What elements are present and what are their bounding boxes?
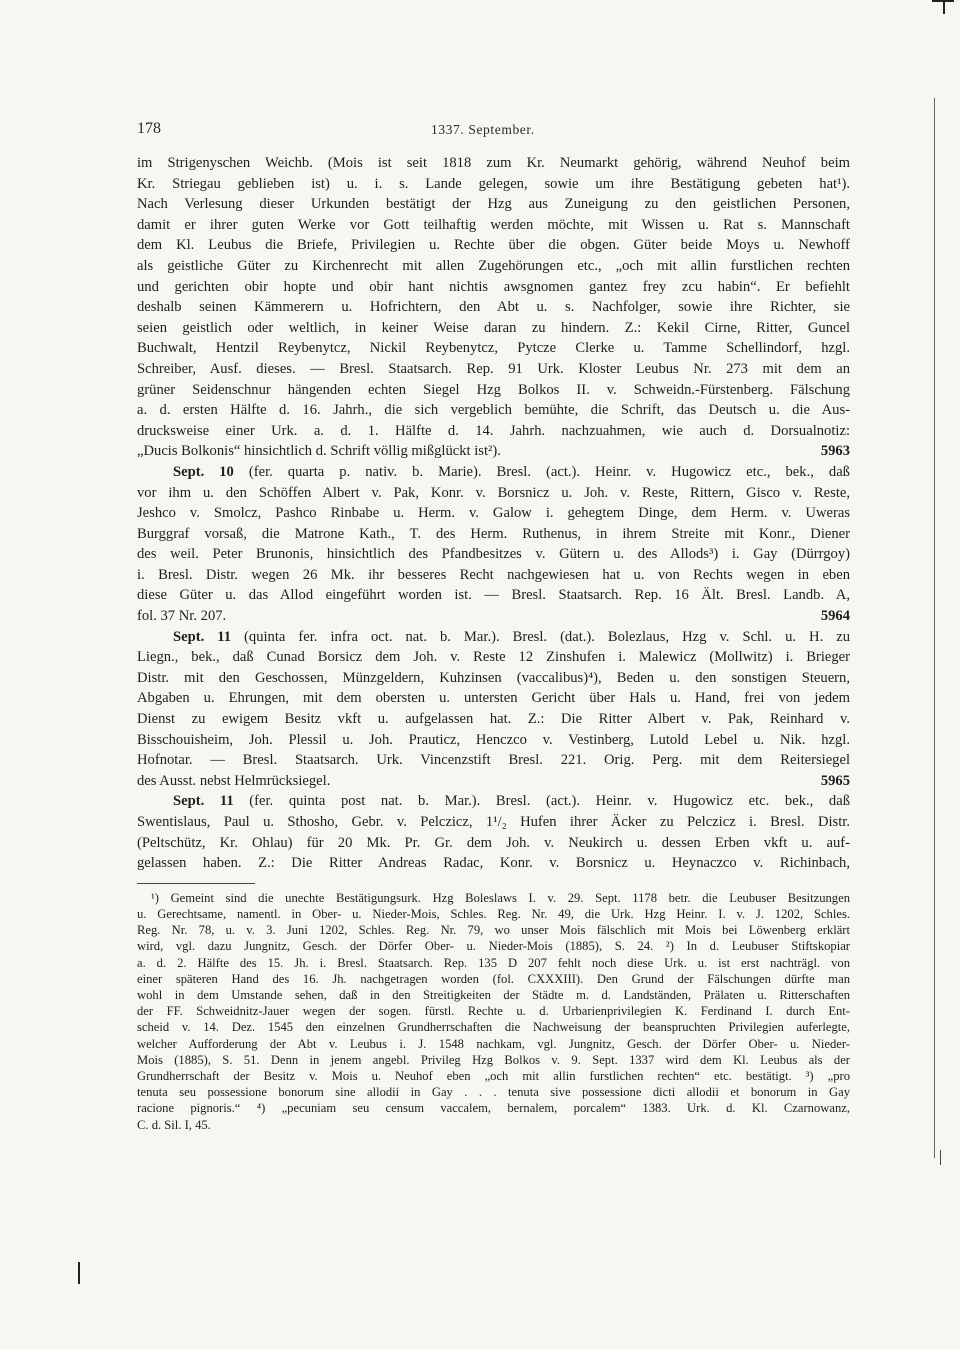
text-line: seien geistlich oder weltlich, in keiner Weise daran zu hindern. Z.: Kekil Cirne, Ritter, Guncel [137, 319, 850, 336]
running-title: 1337. September. [431, 122, 535, 137]
regest-entry [137, 791, 850, 873]
text-line: „Ducis Bolkonis“ hinsichtlich d. Schrift völlig mißglückt ist²). [137, 443, 501, 460]
footnote-line: Grundherrschaft der Besitz v. Mois u. Neuhof eben „och mit allin furstlichen rechten“ etc. bestätigt. ³) „pro [137, 1069, 850, 1084]
text-line: Buchwalt, Hentzil Reybenytcz, Nickil Reybenytcz, Pytcze Clerke u. Tamme Schellindorf, hzgl. [137, 340, 850, 357]
text-line: deshalb seinen Kämmerern u. Hofrichtern, den Abt u. s. Nachfolger, sowie ihre Richter, sie [137, 299, 850, 316]
text-line: i. Bresl. Distr. wegen 26 Mk. ihr besseres Recht nachgewiesen hat u. von Rechts wegen in eben [137, 566, 850, 583]
scan-margin-mark [78, 1262, 80, 1284]
text-segment: (quinta fer. infra oct. nat. b. Mar.). Bresl. (dat.). Bolezlaus, Hzg v. Schl. u. H. zu [244, 628, 851, 645]
text-line: Dienst zu ewigem Besitz vkft u. aufgelassen hat. Z.: Die Ritter Albert v. Pak, Reinhard v. [137, 711, 850, 728]
text-line: fol. 37 Nr. 207. [137, 608, 227, 625]
footnote-line: u. Gerechtsame, namentl. in Ober- u. Nieder-Mois, Schles. Reg. Nr. 49, die Urk. Hzg Heinr. I. v. J. 1202, Schles. [137, 906, 850, 921]
text-line: diese Güter u. das Allod eingeführt worden ist. — Bresl. Staatsarch. Rep. 16 Ält. Bresl. Landb. A, [137, 587, 850, 604]
footnote-rule [137, 883, 255, 884]
register-number: 5963 [820, 443, 850, 460]
footnote-line: ¹) Gemeint sind die unechte Bestätigungsurk. Hzg Boleslaws I. v. 29. Sept. 1178 betr. die Leubuser Besitzungen [151, 890, 850, 905]
text-line: Burggraf vorsaß, die Matrone Kath., T. des Herm. Ruthenus, in ihrem Streite mit Konr., Diener [137, 525, 850, 542]
text-line [137, 462, 850, 483]
document-page [137, 118, 850, 1133]
text-line: Distr. mit den Geschossen, Münzgeldern, Kuhzinsen (vaccalibus)⁴), Beden u. den sonstigen Steuern, [137, 669, 850, 686]
regest-entry [137, 627, 850, 792]
text-line [137, 791, 850, 812]
entry-date: Sept. 10 [173, 463, 234, 480]
text-line: Hofnotar. — Bresl. Staatsarch. Urk. Vincenzstift Bresl. 221. Orig. Perg. mit dem Reitersiegel [137, 752, 850, 769]
text-line: Schreiber, Ausf. dieses. — Bresl. Staatsarch. Rep. 91 Urk. Kloster Leubus Nr. 273 mit dem an [137, 360, 850, 377]
scan-edge-line [934, 98, 935, 1158]
text-line: Jeshco v. Smolcz, Pashco Rinbabe u. Herm. v. Galow i. gehegtem Dinge, dem Herm. v. Uweras [137, 505, 850, 522]
register-number: 5964 [820, 608, 850, 625]
footnote-line: racione pignoris.“ ⁴) „pecuniam seu censum vaccalem, bernalem, porcalem“ 1383. Urk. d. Kl. Czarnowanz, [137, 1101, 850, 1116]
footnote-line: scheid v. 14. Dez. 1545 den einzelnen Grundherrschaften die Nachweisung der beanspruchten Privilegien auferlegte, [137, 1020, 850, 1035]
text-line: grüner Seidenschnur hängenden echten Siegel Hzg Bolkos II. v. Schweidn.-Fürstenberg. Fälschung [137, 381, 850, 398]
text-line: dem Kl. Leubus die Briefe, Privilegien u. Rechte über die obgen. Güter beide Moys u. Newhoff [137, 237, 850, 254]
footnote-line: wohl in dem Umstande sehen, daß in den Streitigkeiten der Städte m. d. Landständen, Prälaten u. Ritterschaften [137, 988, 850, 1002]
entry-date: Sept. 11 [173, 628, 232, 645]
text-segment: (fer. quarta p. nativ. b. Marie). Bresl. (act.). Heinr. v. Hugowicz etc., bek., daß [248, 463, 850, 480]
register-number: 5965 [820, 772, 850, 789]
footnote-line: wird, vgl. dazu Jungnitz, Gesch. der Dörfer Ober- u. Nieder-Mois (1885), S. 24. ²) In d. Leubuser Stiftskopiar [137, 939, 850, 954]
text-line: Liegn., bek., daß Cunad Borsicz dem Joh. v. Reste 12 Zinshufen i. Malewicz (Mollwitz) i. Brieger [137, 649, 850, 666]
text-line: a. d. ersten Hälfte d. 16. Jahrh., die sich vergeblich bemühte, die Schrift, das Deutsch u. die Aus- [137, 402, 850, 419]
scan-corner-mark [932, 0, 954, 6]
footnote-line: Mois (1885), S. 51. Denn in jenem angebl. Privileg Hzg Bolkos v. 9. Sept. 1337 wird dem Kl. Leubus als der [137, 1052, 850, 1067]
text-line: des Ausst. nebst Helmrücksiegel. [137, 772, 331, 789]
page-header [137, 118, 850, 142]
main-text [137, 153, 850, 874]
scan-edge-line-lower [940, 1150, 941, 1165]
text-line: Bisschouisheim, Joh. Plessil u. Joh. Prauticz, Henczco v. Vestinberg, Lutold Lebel u. Nik. hzgl. [137, 731, 850, 748]
page-number: 178 [137, 120, 161, 137]
text-line: gelassen haben. Z.: Die Ritter Andreas Radac, Konr. v. Borsnicz u. Heynaczco v. Richinbach, [137, 855, 850, 872]
text-line: drucksweise einer Urk. a. d. 1. Hälfte d. 14. Jahrh. nachzuahmen, wie auch d. Dorsualnotiz: [137, 422, 850, 439]
footnotes [137, 890, 850, 1133]
text-line: damit er ihrer guten Werke vor Gott teilhaftig werden möchte, mit Wissen u. Rat s. Mannschaft [137, 216, 850, 233]
text-line [137, 627, 850, 648]
regest-entry [137, 462, 850, 627]
text-line: vor ihm u. den Schöffen Albert v. Pak, Konr. v. Borsnicz u. Joh. v. Reste, Rittern, Gisco v. Reste, [137, 484, 850, 501]
footnote-line: tenuta seu possessione bonorum sine allodii in Gay . . . tenuta sive possessione dicti allodii et bonorum in Gay [137, 1085, 850, 1100]
text-line: Swentislaus, Paul u. Sthosho, Gebr. v. Pelczicz, 1¹/₂ Hufen ihrer Äcker zu Pelczicz i. Bresl. Distr. [137, 814, 850, 830]
footnote-line: der FF. Schweidnitz-Jauer wegen der sogen. fürstl. Rechte u. d. Urbarienprivilegien K. Ferdinand I. durch Ent- [137, 1004, 850, 1019]
footnote-line: einer späteren Hand des 16. Jh. nachgetragen worden (fol. CXXXIII). Den Grund der Fälschungen dürfte man [137, 971, 850, 986]
text-line: Abgaben u. Ehrungen, mit dem obersten u. untersten Gericht über Hals u. Hand, frei von jedem [137, 690, 850, 707]
text-line: Kr. Striegau geblieben ist) u. i. s. Lande gelegen, sowie um ihre Bestätigung gebeten hat¹). [137, 175, 850, 192]
text-segment: (fer. quinta post nat. b. Mar.). Bresl. (act.). Heinr. v. Hugowicz etc. bek., daß [249, 793, 850, 810]
text-line: als geistliche Güter zu Kirchenrecht mit allen Zugehörungen etc., „och mit allin furstlichen rechten [137, 257, 850, 274]
text-line: und gerichten obir hopte und obir hant nichtis awsgnomen gantez frey zcu habin“. Er befiehlt [137, 278, 850, 295]
text-line: im Strigenyschen Weichb. (Mois ist seit 1818 zum Kr. Neumarkt gehörig, während Neuhof beim [137, 155, 850, 171]
text-line: des weil. Peter Brunonis, hinsichtlich des Pfandbesitzes v. Gütern u. des Allods³) i. Gay (Dürrgoy) [137, 546, 850, 563]
regest-entry [137, 153, 850, 462]
text-line: Nach Verlesung dieser Urkunden bestätigt der Hzg aus Zuneigung zu den geistlichen Personen, [137, 196, 850, 213]
text-line: (Peltschütz, Kr. Ohlau) für 20 Mk. Pr. Gr. dem Joh. v. Neukirch u. dessen Erben vkft u. auf- [137, 834, 850, 851]
footnote-line: a. d. 2. Hälfte des 15. Jh. i. Bresl. Staatsarch. Rep. 135 D 207 fehlt noch diese Urk. u. ist erst nachträgl. von [137, 955, 850, 970]
footnote-line: Reg. Nr. 78, u. v. 3. Juni 1202, Schles. Reg. Nr. 79, wo unser Mois fälschlich mit Mois bei Löwenberg erklärt [137, 923, 850, 938]
footnote-line: welcher Aufforderung der Abt v. Leubus i. J. 1548 nachkam, vgl. Jungnitz, Gesch. der Dörfer Ober- u. Nieder- [137, 1036, 850, 1051]
footnote-line: C. d. Sil. I, 45. [137, 1117, 211, 1132]
entry-date: Sept. 11 [173, 793, 234, 810]
